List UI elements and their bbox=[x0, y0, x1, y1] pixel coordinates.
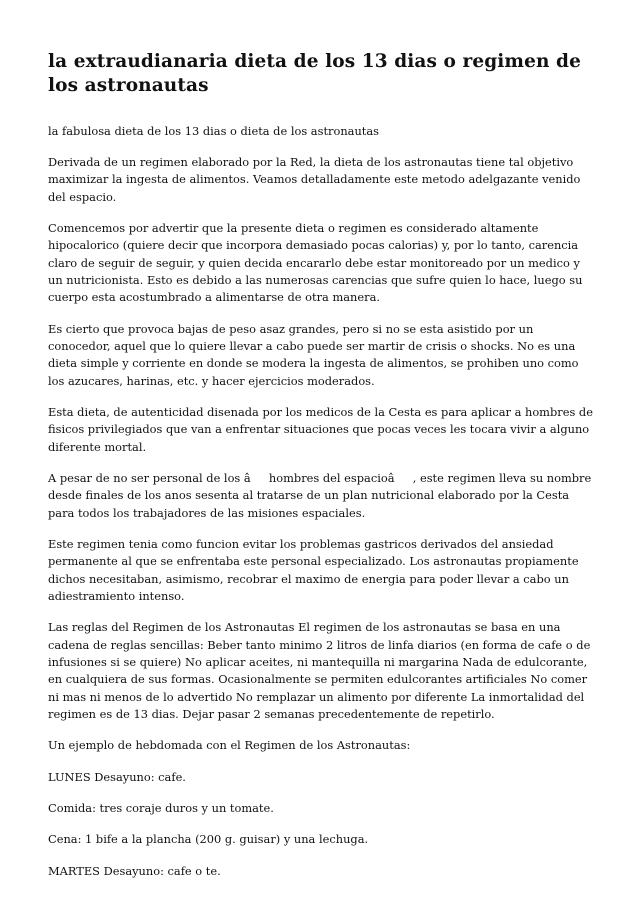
body-paragraph: Esta dieta, de autenticidad disenada por los medicos de la Cesta es para aplicar a hombres de fisicos privilegiados que van a enfrentar situaciones que pocas veces les tocara vivir a alguno diferente mortal. bbox=[48, 405, 593, 454]
document-page bbox=[48, 50, 596, 894]
body-paragraph: Las reglas del Regimen de los Astronautas El regimen de los astronautas se basa en una cadena de reglas sencillas: Beber tanto minimo 2 litros de linfa diarios (en forma de cafe o de infusiones si se quiere) No aplicar aceites, ni mantequilla ni margarina Nada de edulcorante, en cualquiera de sus formas. Ocasionalmente se permiten edulcorantes artificiales No comer ni mas ni menos de lo advertido No remplazar un alimento por diferente La inmortalidad del regimen es de 13 dias. Dejar pasar 2 semanas precedentemente de repetirlo. bbox=[48, 620, 591, 721]
body-paragraph: LUNES Desayuno: cafe. bbox=[48, 769, 186, 784]
body-paragraph: Es cierto que provoca bajas de peso asaz grandes, pero si no se esta asistido por un conocedor, aquel que lo quiere llevar a cabo puede ser martir de crisis o shocks. No es una dieta simple y corriente en donde se modera la ingesta de alimentos, se prohiben uno como los azucares, harinas, etc. y hacer ejercicios moderados. bbox=[48, 321, 579, 388]
body-paragraph: MARTES Desayuno: cafe o te. bbox=[48, 863, 221, 878]
subtitle-paragraph: la fabulosa dieta de los 13 dias o dieta de los astronautas bbox=[48, 123, 379, 138]
body-paragraph: Este regimen tenia como funcion evitar los problemas gastricos derivados del ansiedad permanente al que se enfrentaba este personal especializado. Los astronautas propiamente dichos necesitaban, asimismo, recobrar el maximo de energia para poder llevar a cabo un adiestramiento intenso. bbox=[48, 537, 579, 604]
body-paragraph: Comencemos por advertir que la presente dieta o regimen es considerado altamente hipocalorico (quiere decir que incorpora demasiado pocas calorias) y, por lo tanto, carencia claro de seguir de seguir, y quien decida encararlo debe estar monitoreado por un medico y un nutricionista. Esto es debido a las numerosas carencias que sufre quien lo hace, luego su cuerpo esta acostumbrado a alimentarse de otra manera. bbox=[48, 221, 583, 305]
body-paragraph: A pesar de no ser personal de los âhombres del espacioâ, este regimen lleva su nombre desde finales de los anos sesenta al tratarse de un plan nutricional elaborado por la Cesta para todos los trabajadores de las misiones espaciales. bbox=[48, 471, 592, 520]
body-paragraph: Comida: tres coraje duros y un tomate. bbox=[48, 800, 274, 815]
body-paragraph: Un ejemplo de hebdomada con el Regimen de los Astronautas: bbox=[48, 738, 411, 753]
body-paragraph: Cena: 1 bife a la plancha (200 g. guisar) y una lechuga. bbox=[48, 832, 369, 847]
document-title: la extraudianaria dieta de los 13 dias o regimen de los astronautas bbox=[48, 51, 581, 97]
body-paragraph: Derivada de un regimen elaborado por la Red, la dieta de los astronautas tiene tal objetivo maximizar la ingesta de alimentos. Veamos detalladamente este metodo adelgazante venido del espacio. bbox=[48, 155, 581, 204]
